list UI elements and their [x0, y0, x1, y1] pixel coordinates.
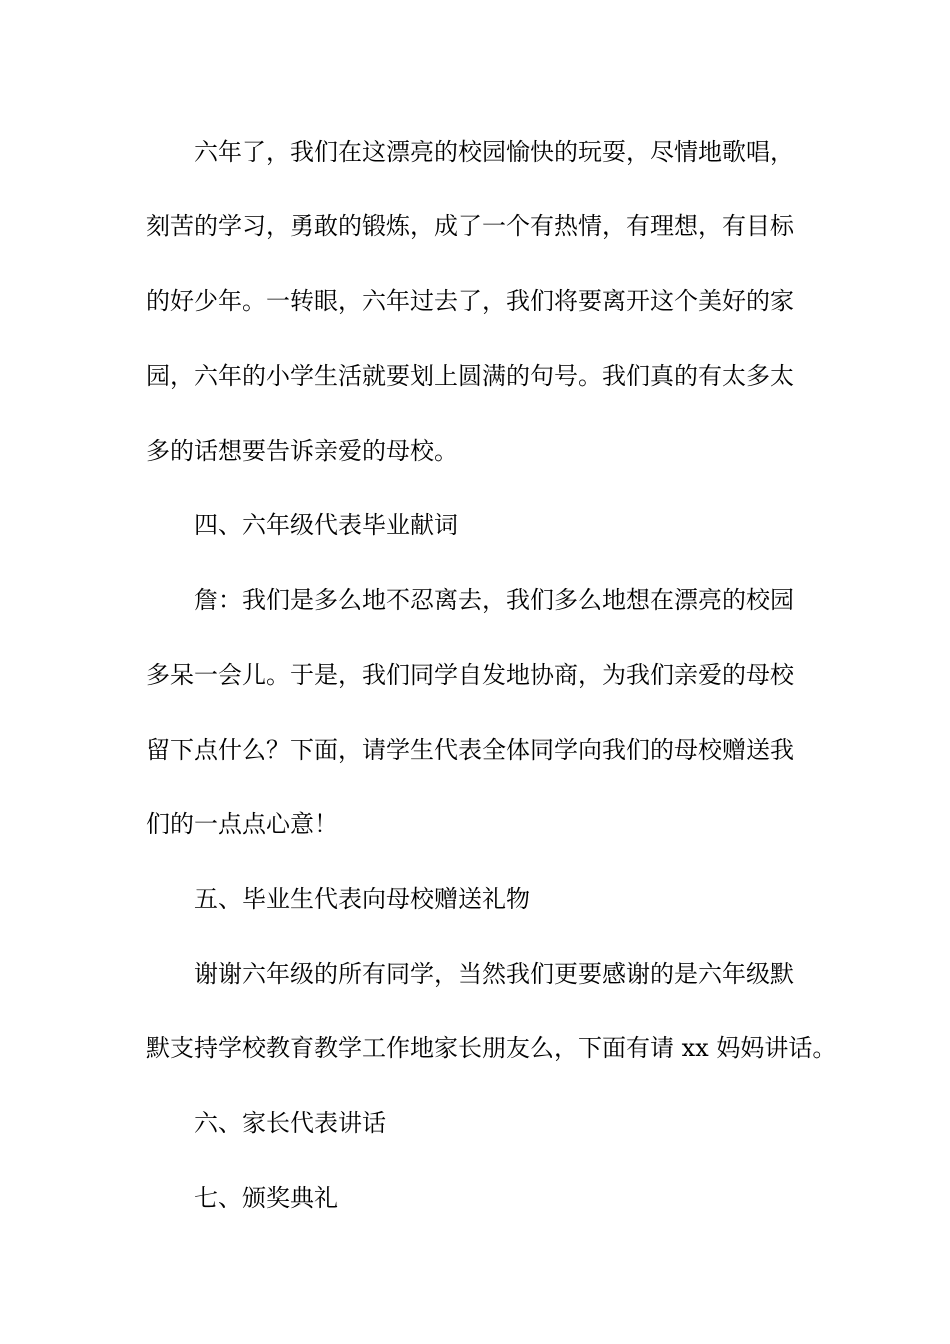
section-heading: 四、六年级代表毕业献词: [194, 511, 458, 539]
paragraph-line: 詹：我们是多么地不忍离去，我们多么地想在漂亮的校园: [194, 586, 794, 614]
section-heading: 六、家长代表讲话: [194, 1109, 386, 1137]
paragraph-line: 刻苦的学习，勇敢的锻炼，成了一个有热情，有理想，有目标: [146, 212, 794, 240]
paragraph-line: 园，六年的小学生活就要划上圆满的句号。我们真的有太多太: [146, 362, 794, 390]
paragraph-line: 多呆一会儿。于是，我们同学自发地协商，为我们亲爱的母校: [146, 661, 794, 689]
section-heading: 七、颁奖典礼: [194, 1184, 338, 1212]
paragraph-line: 的好少年。一转眼，六年过去了，我们将要离开这个美好的家: [146, 287, 794, 315]
paragraph-line: 谢谢六年级的所有同学，当然我们更要感谢的是六年级默: [194, 960, 794, 988]
paragraph-line: 留下点什么？下面，请学生代表全体同学向我们的母校赠送我: [146, 736, 794, 764]
paragraph-line: 们的一点点心意！: [146, 810, 338, 838]
paragraph-line: 六年了，我们在这漂亮的校园愉快的玩耍，尽情地歌唱，: [194, 138, 794, 166]
paragraph-line: 多的话想要告诉亲爱的母校。: [146, 437, 458, 465]
paragraph-line: 默支持学校教育教学工作地家长朋友么，下面有请 xx 妈妈讲话。: [146, 1034, 837, 1062]
section-heading: 五、毕业生代表向母校赠送礼物: [194, 885, 530, 913]
